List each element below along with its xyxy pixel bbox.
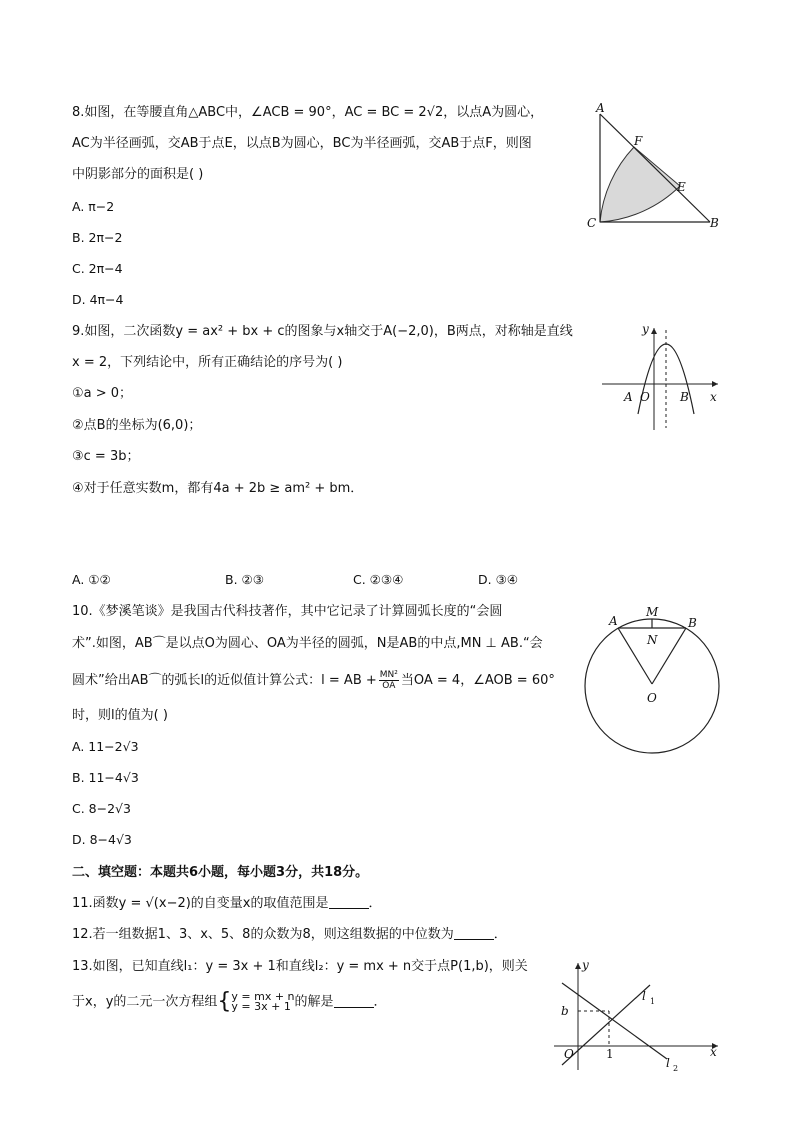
- q13-equation-system: [231, 992, 294, 1012]
- q10-label-m: M: [646, 605, 659, 619]
- q13-label-l2: l: [666, 1056, 670, 1070]
- q9-option-b: B. ②③: [225, 572, 264, 587]
- q12-line: [72, 926, 507, 944]
- q8-line2: AC为半径画弧，交AB于点E，以点B为圆心，BC为半径画弧，交AB于点F，则图: [72, 136, 532, 151]
- q8-option-a: A. π−2: [72, 199, 115, 214]
- q13-label-l1-sub: 1: [650, 997, 656, 1006]
- q13-label-x: x: [710, 1045, 717, 1059]
- q9-label-x: x: [710, 390, 717, 404]
- q8-label-a: A: [596, 101, 605, 115]
- q8-shaded-region: [600, 147, 680, 222]
- q8-option-d: D. 4π−4: [72, 292, 124, 307]
- q13-figure: [550, 955, 725, 1075]
- q11-end: ．: [368, 896, 382, 911]
- q8-line1: 8.如图，在等腰直角△ABC中，∠ACB = 90°，AC = BC = 2√2，以点A为圆心，: [72, 105, 544, 120]
- q10-formula-lead: 圆术”给出AB⌒的弧长l的近似值计算公式：l = AB +: [72, 673, 377, 688]
- q8-option-c: C. 2π−4: [72, 261, 123, 276]
- q13-equation-bottom: y = 3x + 1: [231, 1000, 291, 1013]
- q9-label-a: A: [624, 390, 633, 404]
- q10-formula-tail: 当OA = 4，∠AOB = 60°: [400, 673, 555, 688]
- q10-option-a: A. 11−2√3: [72, 739, 139, 754]
- q11-line: [72, 895, 382, 913]
- q9-label-b: B: [680, 390, 689, 404]
- section-heading-fill-in: 二、填空题：本题共6小题，每小题3分，共18分。: [72, 865, 369, 880]
- q13-text-lead: 于x，y的二元一次方程组: [72, 994, 218, 1010]
- q9-option-d: D. ③④: [478, 572, 518, 587]
- q10-line1: 10.《梦溪笔谈》是我国古代科技著作，其中它记录了计算圆弧长度的“会圆: [72, 604, 503, 619]
- q8-option-b: B. 2π−2: [72, 230, 123, 245]
- q13-answer-blank: [334, 995, 374, 1008]
- q10-line2: 术”.如图，AB⌒是以点O为圆心、OA为半径的圆弧，N是AB的中点,MN ⊥ AB.“会: [72, 636, 543, 651]
- q13-label-l1: l: [642, 989, 646, 1003]
- q9-line1: 9.如图，二次函数y = ax² + bx + c的图象与x轴交于A(−2,0)，B两点，对称轴是直线: [72, 324, 573, 339]
- q9-statement-2: ②点B的坐标为(6,0)；: [72, 418, 202, 433]
- q13-end: ．: [373, 994, 387, 1010]
- q13-line1: 13.如图，已知直线l₁：y = 3x + 1和直线l₂：y = mx + n交于点P(1,b)，则关: [72, 959, 528, 974]
- q8-label-f: F: [634, 134, 643, 148]
- q13-brace: {: [217, 989, 232, 1014]
- q9-line2: x = 2，下列结论中，所有正确结论的序号为( ): [72, 355, 343, 370]
- q9-statement-3: ③c = 3b；: [72, 449, 140, 464]
- q10-label-a: A: [609, 614, 618, 628]
- q13-label-one: 1: [606, 1047, 614, 1061]
- q8-figure: [584, 100, 724, 235]
- q13-equation-top: y = mx + n: [231, 990, 295, 1003]
- q10-figure: [580, 600, 725, 760]
- q9-figure: [598, 318, 728, 433]
- q10-label-o: O: [647, 691, 657, 705]
- q13-text-mid: 的解是: [294, 994, 334, 1010]
- q9-statement-4: ④对于任意实数m，都有4a + 2b ≥ am² + bm．: [72, 481, 364, 496]
- q13-label-y: y: [582, 958, 589, 972]
- q8-label-e: E: [677, 180, 686, 194]
- q12-text: 12.若一组数据1、3、x、5、8的众数为8，则这组数据的中位数为: [72, 927, 454, 942]
- q8-label-b: B: [710, 216, 719, 230]
- q12-answer-blank: [454, 927, 494, 940]
- q9-label-o: O: [640, 390, 650, 404]
- q12-end: ．: [493, 927, 507, 942]
- q9-label-y: y: [642, 322, 649, 336]
- q10-fraction-numerator: MN²: [379, 670, 398, 680]
- q8-line3: 中阴影部分的面积是( ): [72, 167, 204, 182]
- q10-line4: 时，则l的值为( ): [72, 708, 168, 723]
- q10-option-d: D. 8−4√3: [72, 832, 132, 847]
- q8-label-c: C: [587, 216, 597, 230]
- q9-option-a: A. ①②: [72, 572, 111, 587]
- q13-label-b: b: [561, 1004, 569, 1018]
- q9-option-c: C. ②③④: [353, 572, 404, 587]
- q10-formula-fraction: [379, 670, 399, 691]
- q10-option-b: B. 11−4√3: [72, 770, 139, 785]
- q9-statement-1: ①a > 0；: [72, 386, 133, 401]
- q13-label-o: O: [564, 1047, 574, 1061]
- q10-label-n: N: [647, 633, 658, 647]
- q10-label-b: B: [688, 616, 697, 630]
- q10-option-c: C. 8−2√3: [72, 801, 131, 816]
- q13-label-l2-sub: 2: [673, 1064, 679, 1073]
- q11-text: 11.函数y = √(x−2)的自变量x的取值范围是: [72, 896, 329, 911]
- q13-line2: [72, 991, 387, 1013]
- q11-answer-blank: [329, 896, 369, 909]
- q10-line3: [72, 670, 555, 691]
- q10-fraction-denominator: OA: [382, 681, 396, 691]
